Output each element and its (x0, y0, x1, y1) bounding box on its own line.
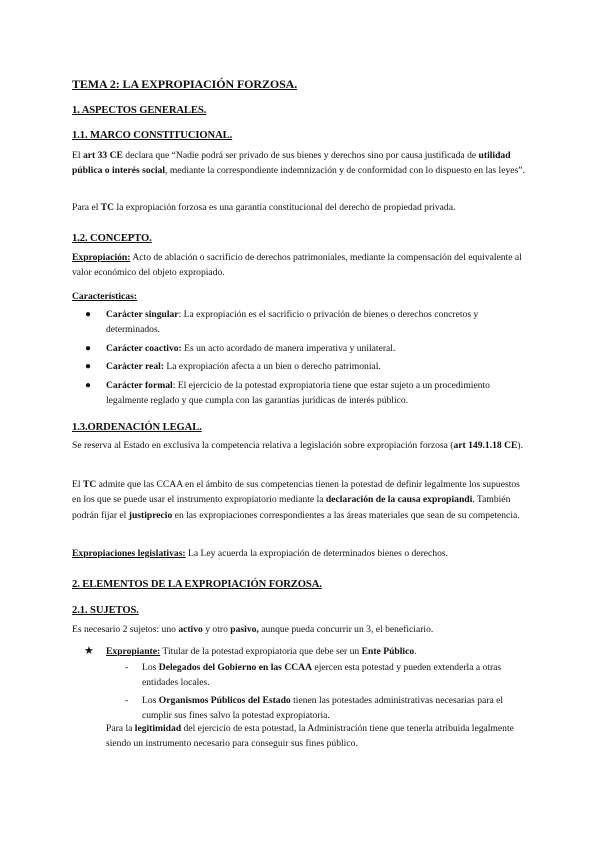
section-heading-2-1: 2.1. SUJETOS. (72, 605, 139, 616)
list-item: ● Carácter real: La expropiación afecta a un bien o derecho patrimonial. (72, 359, 528, 374)
list-item: ● Carácter formal: El ejercicio de la potestad expropiatoria tiene que estar sujeto a un procedimiento legalmente reglado y que cumpla con las garantías jurídicas de interés público. (85, 379, 490, 407)
document-title: TEMA 2: LA EXPROPIACIÓN FORZOSA. (72, 77, 298, 91)
expropiante-item: ★ Expropiante: Titular de la potestad expropiatoria que debe ser un Ente Público. (72, 644, 600, 659)
list-item: ● Carácter coactivo: Es un acto acordado de manera imperativa y unilateral. (72, 341, 528, 356)
paragraph-expropiaciones-legislativas: Expropiaciones legislativas: La Ley acuerda la expropiación de determinados bienes o derechos. (72, 548, 449, 559)
list-item: ● Carácter singular: La expropiación es el sacrificio o privación de bienes o derechos concretos y determinados. (85, 309, 479, 336)
paragraph-legitimidad: Para la legitimidad del ejercicio de esta potestad, la Administración tiene que tenerla atribuida legalmente siendo un instrumento necesario para conseguir sus fines público. (106, 723, 514, 750)
paragraph-expropiacion-definicion: Expropiación: Acto de ablación o sacrificio de derechos patrimoniales, mediante la compensación del equivalente al valor económico del objeto expropiado. (72, 252, 522, 279)
caracteristicas-list (72, 307, 528, 411)
caracteristicas-heading: Características: (72, 291, 137, 302)
section-heading-1-2: 1.2. CONCEPTO. (72, 233, 152, 244)
dash-bullet-icon: - (125, 694, 129, 706)
paragraph-tc-ccaa: El TC admite que las CCAA en el ámbito de sus competencias tienen la potestad de definir legalmente los supuestos en los que se puede usar el instrumento expropiatorio mediante la declaración de la causa expropiandi. También podrán fijar el justiprecio en las expropiaciones correspondientes a las áreas materiales que sean de su competencia. (72, 479, 520, 521)
section-heading-1: 1. ASPECTOS GENERALES. (72, 105, 207, 116)
list-item: - Los Delegados del Gobierno en las CCAA ejercen esta potestad y pueden extenderla a otras entidades locales. (125, 662, 502, 689)
paragraph-reserva-estado: Se reserva al Estado en exclusiva la competencia relativa a legislación sobre expropiación forzosa (art 149.1.18 CE). (72, 440, 524, 451)
bullet-icon: ● (85, 379, 92, 391)
section-heading-1-1: 1.1. MARCO CONSTITUCIONAL. (72, 130, 233, 141)
expropiante-sublist (72, 660, 528, 724)
paragraph-sujetos: Es necesario 2 sujetos: uno activo y otro pasivo, aunque pueda concurrir un 3, el beneficiario. (72, 624, 434, 635)
bullet-icon: ● (85, 361, 92, 373)
bullet-icon: ● (85, 309, 92, 320)
star-bullet-icon: ★ (84, 645, 94, 657)
dash-bullet-icon: - (125, 662, 129, 673)
section-heading-1-3: 1.3.ORDENACIÓN LEGAL. (72, 422, 202, 433)
section-heading-2: 2. ELEMENTOS DE LA EXPROPIACIÓN FORZOSA. (72, 579, 322, 590)
paragraph-tc-garantia: Para el TC la expropiación forzosa es una garantía constitucional del derecho de propiedad privada. (72, 202, 456, 213)
paragraph-marco-constitucional: El art 33 CE declara que “Nadie podrá ser privado de sus bienes y derechos sino por causa justificada de utilidad pública o interés social, mediante la correspondiente indemnización y de conformidad con lo dispuesto en las leyes”. (72, 150, 525, 177)
list-item: - Los Organismos Públicos del Estado tienen las potestades administrativas necesarias para el cumplir sus fines salvo la potestad expropiatoria. (125, 694, 504, 722)
bullet-icon: ● (85, 342, 92, 354)
